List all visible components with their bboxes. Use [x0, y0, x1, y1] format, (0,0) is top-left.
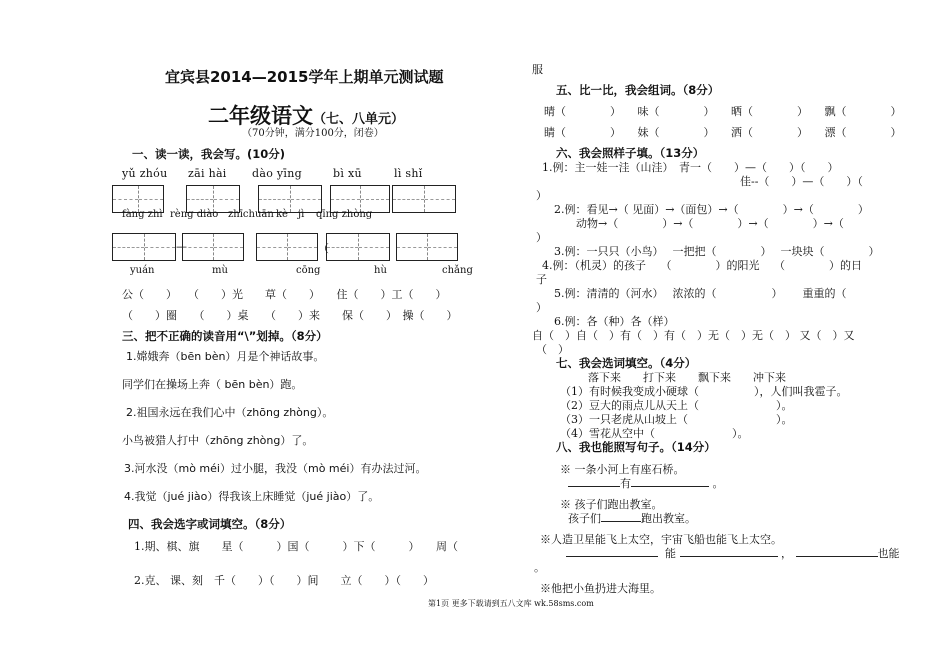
- s8-fill-2-a: 孩子们: [568, 512, 601, 525]
- pinyin-3: dào yīng: [252, 167, 302, 180]
- fill-line-2: （ ）圈 （ ）桌 （ ）来 保（ ） 操（ ）: [122, 309, 458, 322]
- pinyin-1: yǔ zhóu: [122, 167, 168, 180]
- section-5-heading: 五、比一比，我会组词。（8分）: [556, 83, 720, 97]
- fill-line-1: 公（ ） （ ）光 草（ ） 住（ ）工（ ）: [122, 288, 447, 301]
- section-7-heading: 七、我会选词填空。（4分）: [556, 356, 697, 370]
- s7-line-2: （2）豆大的雨点儿从天上（ ）。: [560, 399, 793, 412]
- pinyin-14: cōng: [296, 265, 321, 276]
- exam-title: 宜宾县2014—2015学年上期单元测试题: [165, 68, 444, 86]
- section-4-heading: 四、我会选字或词填空。（8分）: [128, 517, 292, 531]
- s8-fill-1: [568, 475, 724, 491]
- s6-line-3: ）: [536, 189, 547, 202]
- s6-line-8: 4.例：（机灵）的孩子 （ ）的阳光 （ ）的日: [542, 259, 862, 272]
- s7-line-1: （1）有时候我变成小硬球（ ），人们叫我雹子。: [560, 385, 848, 398]
- blank-line[interactable]: [680, 546, 778, 557]
- s6-line-2: 佳--（ ）—（ ）（: [542, 175, 863, 188]
- pinyin-13: mù: [212, 265, 228, 276]
- s6-line-14: （ ）: [536, 343, 569, 356]
- s6-line-10: 5.例：清清的（河水） 浓浓的（ ） 重重的（: [554, 287, 847, 300]
- pinyin-4: bì xū: [333, 167, 362, 180]
- s6-line-9: 子: [536, 273, 547, 286]
- s6-line-12: 6.例：各（种）各（样）: [554, 315, 675, 328]
- section-1-heading: 一、读一读，我会写。(10分): [132, 147, 286, 161]
- s8-fill-3-c: 也能: [877, 547, 900, 560]
- pinyin-11: qīng zhòng: [316, 209, 373, 220]
- s8-example-2: ※ 孩子们跑出教室。: [560, 498, 663, 511]
- s8-fill-3: [566, 545, 900, 561]
- s7-line-3: （3）一只老虎从山坡上（ ）。: [560, 413, 793, 426]
- s4-line-1: 1.期、棋、旗 星（ ）国（ ）下（ ） 周（: [134, 540, 480, 553]
- s3-line-5: 3.河水没（mò méi）过小腿，我没（mò méi）有办法过河。: [124, 462, 427, 475]
- dash-mark: —: [176, 240, 187, 253]
- pinyin-9: kè: [276, 209, 288, 220]
- writing-box[interactable]: [182, 233, 244, 261]
- s4-line-2: 2.克、 课、刻 千（ ）（ ）间 立（ ）（ ）: [134, 574, 434, 587]
- s3-line-3: 2.祖国永远在我们心中（zhōng zhòng）。: [126, 406, 334, 419]
- s3-line-6: 4.我觉（jué jiào）得我该上床睡觉（jué jiào）了。: [124, 490, 380, 503]
- s3-line-1: 1.嫦娥奔（bēn bèn）月是个神话故事。: [126, 350, 325, 363]
- writing-box[interactable]: [256, 233, 318, 261]
- s6-line-13: 自（ ）自（ ）有（ ）有（ ）无（ ）无（ ） 又（ ）又: [532, 329, 855, 342]
- pinyin-15: hù: [374, 265, 387, 276]
- s6-line-4: 2.例：看见→（ 见面）→（面包）→（ ）→（ ）: [554, 203, 869, 216]
- paren-mark: （: [318, 242, 329, 255]
- s6-line-5: 动物→（ ）→（ ）→（ ）→（: [554, 217, 888, 230]
- s8-example-3: ※人造卫星能飞上太空，宇宙飞船也能飞上太空。: [540, 533, 782, 546]
- pinyin-2: zāi hài: [188, 167, 227, 180]
- writing-box[interactable]: [392, 185, 456, 213]
- exam-note: （70分钟，满分100分，闭卷）: [242, 128, 384, 139]
- s8-fill-3-end: 。: [534, 561, 545, 574]
- writing-box[interactable]: [326, 233, 390, 261]
- s8-example-1: ※ 一条小河上有座石桥。: [560, 463, 685, 476]
- s5-line-1: 晴（ ） 味（ ） 晒（ ） 飘（ ）: [544, 105, 902, 118]
- pinyin-7: rèng diào: [170, 209, 219, 220]
- section-6-heading: 六、我会照样子填。（13分）: [556, 146, 705, 160]
- s6-line-6: ）: [536, 231, 547, 244]
- s8-fill-1-mid: 有: [620, 477, 631, 490]
- blank-line[interactable]: [568, 476, 620, 487]
- s8-fill-2-b: 跑出教室。: [641, 512, 696, 525]
- s5-line-2: 睛（ ） 妹（ ） 洒（ ） 漂（ ）: [544, 126, 902, 139]
- s7-options: 落下来 打下来 飘下来 冲下来: [588, 371, 786, 384]
- blank-line[interactable]: [566, 546, 658, 557]
- pinyin-16: chǎng: [442, 265, 473, 276]
- pinyin-8: zhīchuān: [228, 209, 274, 220]
- s8-fill-1-end: 。: [712, 477, 724, 490]
- section-3-heading: 三、把不正确的读音用“\”划掉。（8分）: [122, 329, 328, 343]
- units-label: （七、八单元）: [313, 112, 405, 127]
- subject-name: 二年级语文: [208, 104, 313, 128]
- s3-line-4: 小鸟被猎人打中（zhōng zhòng）了。: [122, 434, 314, 447]
- s8-example-4: ※他把小鱼扔进大海里。: [540, 582, 661, 595]
- blank-line[interactable]: [631, 476, 709, 487]
- s8-fill-3-b: ，: [781, 547, 792, 560]
- writing-box[interactable]: [112, 233, 176, 261]
- blank-line[interactable]: [601, 511, 641, 522]
- carry-over-text: 服: [532, 63, 543, 76]
- s3-line-2: 同学们在操场上奔（ bēn bèn）跑。: [122, 378, 303, 391]
- s8-fill-3-a: 能: [665, 547, 676, 560]
- pinyin-6: fàng zhì: [122, 209, 163, 220]
- pinyin-10: jì: [298, 209, 305, 220]
- writing-box[interactable]: [396, 233, 458, 261]
- s7-line-4: （4）雪花从空中（ ）。: [560, 427, 749, 440]
- s6-line-1: 1.例：主一娃一洼（山洼） 青一（ ）—（ ）（ ）: [542, 161, 839, 174]
- s6-line-11: ）: [536, 301, 547, 314]
- s6-line-7: 3.例：一只只（小鸟） 一把把（ ） 一块块（ ）: [554, 245, 880, 258]
- pinyin-12: yuán: [130, 265, 155, 276]
- pinyin-5: lì shǐ: [394, 167, 423, 180]
- page-footer: 第1页 更多下载请到五八文库 wk.58sms.com: [428, 599, 594, 608]
- s8-fill-2: [568, 510, 696, 526]
- blank-line[interactable]: [796, 546, 878, 557]
- section-8-heading: 八、我也能照写句子。（14分）: [556, 440, 716, 454]
